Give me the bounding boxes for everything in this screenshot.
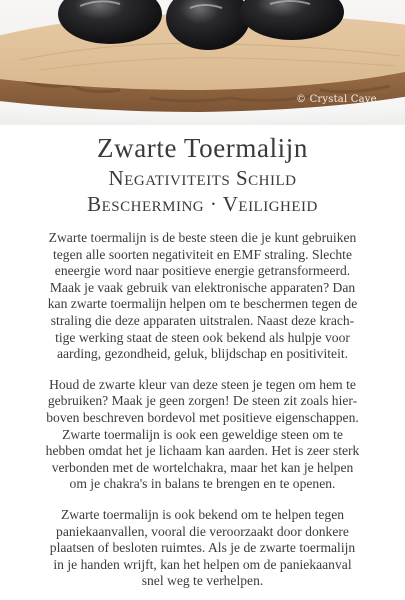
text-line: snel weg te verhelpen. (141, 573, 264, 589)
text-line: aarding, gezondheid, geluk, blijdschap en positiviteit. (56, 346, 349, 362)
text-line: om je chakra's in balans te brengen en te openen. (69, 476, 336, 492)
copyright-watermark: © Crystal Cave (296, 94, 377, 105)
text-line: Zwarte toermalijn is de beste steen die je kunt gebruiken (48, 230, 357, 245)
text-line: straling die deze apparaten uitstralen. Naast deze krach- (50, 312, 355, 328)
paragraph-2 (11, 377, 395, 493)
text-line: gebruiken? Maak je geen zorgen! De steen zit zoals hier- (47, 393, 358, 409)
text-line: in je handen wrijft, kan het helpen om de paniekaanval (53, 556, 352, 572)
text-line: Maak je vaak gebruik van elektronische apparaten? Dan (49, 279, 356, 295)
header-photo (0, 0, 405, 125)
text-line: tige werking staat de steen ook bekend als hulpje voor (55, 329, 350, 345)
text-line: boven beschreven bordevol met positieve eigenschappen. (46, 409, 359, 425)
text-line: tegen alle soorten negativiteit en EMF straling. Slechte (53, 246, 352, 262)
text-line: verbonden met de wortelchakra, maar het kan je helpen (51, 459, 354, 475)
page-title: Zwarte Toermalijn (97, 133, 308, 163)
text-line: kan zwarte toermalijn helpen om te beschermen tegen de (47, 296, 358, 312)
paragraph-1 (11, 230, 395, 363)
subtitle-line-1: Negativiteits Schild (108, 166, 297, 190)
text-line: Zwarte toermalijn is ook een geweldige steen om te (62, 426, 343, 442)
card-content (0, 128, 405, 590)
tourmaline-photo-illustration (0, 0, 405, 125)
subtitle-line-2: Bescherming · Veiligheid (87, 192, 318, 216)
text-line: Zwarte toermalijn is ook bekend om te helpen tegen (60, 506, 345, 522)
paragraph-3 (11, 507, 395, 590)
text-line: paniekaanvallen, vooral die veroorzaakt door donkere (56, 523, 349, 539)
text-line: eneergie word naar positieve energie getransformeerd. (54, 263, 351, 279)
text-line: plaatsen of besloten ruimtes. Als je de zwarte toermalijn (49, 540, 356, 556)
text-line: Houd de zwarte kleur van deze steen je tegen om hem te (49, 376, 356, 392)
text-line: hebben omdat het je lichaam kan aarden. Het is zeer sterk (45, 443, 360, 459)
